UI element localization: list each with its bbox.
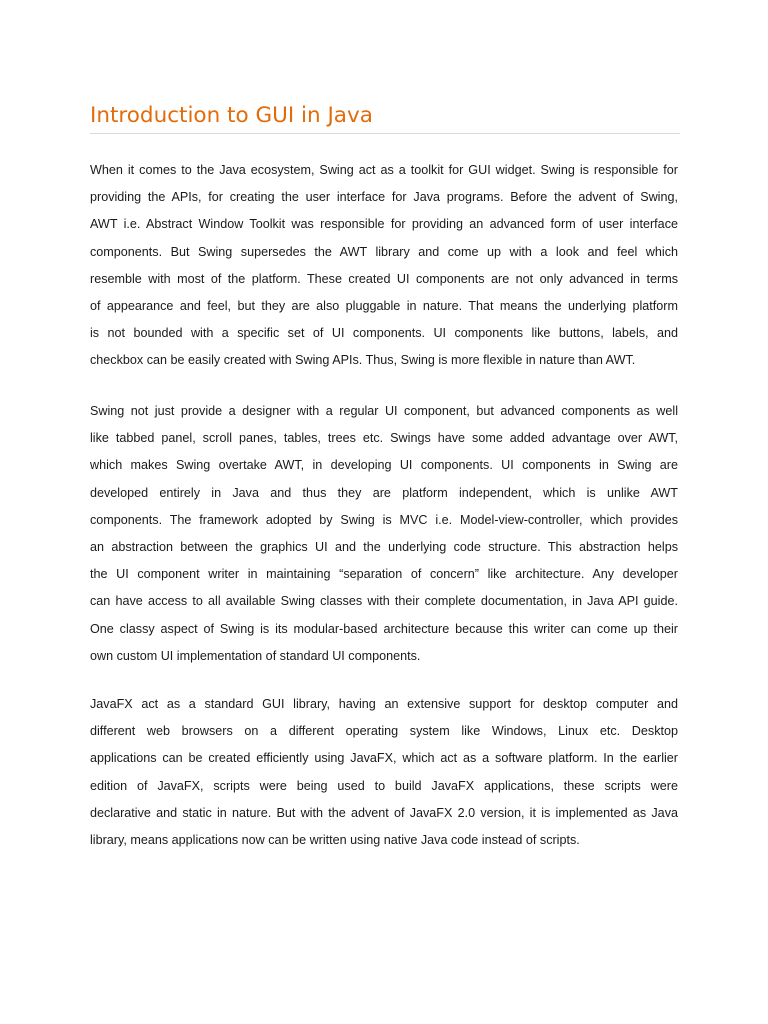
paragraph-line: components. But Swing supersedes the AWT library and come up with a look and feel which (90, 244, 678, 259)
paragraph-line: resemble with most of the platform. These created UI components are not only advanced in terms (90, 271, 678, 286)
paragraph-line: different web browsers on a different operating system like Windows, Linux etc. Desktop (90, 724, 678, 739)
page-title: Introduction to GUI in Java (90, 103, 373, 128)
paragraph-line: developed entirely in Java and thus they are platform independent, which is unlike AWT (90, 485, 678, 500)
paragraph-line: applications can be created efficiently using JavaFX, which act as a software platform. In the earlier (90, 751, 678, 766)
paragraph-line: is not bounded with a specific set of UI components. UI components like buttons, labels, and (90, 326, 678, 341)
paragraph-line: which makes Swing overtake AWT, in developing UI components. UI components in Swing are (90, 458, 678, 473)
paragraph-line: AWT i.e. Abstract Window Toolkit was responsible for providing an advanced form of user interface (90, 217, 678, 232)
paragraph-line: When it comes to the Java ecosystem, Swing act as a toolkit for GUI widget. Swing is responsible for (90, 163, 678, 177)
paragraph-swing-components (90, 398, 678, 670)
paragraph-line: JavaFX act as a standard GUI library, having an extensive support for desktop computer and (90, 697, 678, 711)
paragraph-line: components. The framework adopted by Swing is MVC i.e. Model-view-controller, which provides (90, 512, 678, 527)
title-underline (90, 133, 680, 134)
paragraph-line: checkbox can be easily created with Swing APIs. Thus, Swing is more flexible in nature than AWT. (90, 353, 636, 368)
paragraph-line: declarative and static in nature. But with the advent of JavaFX 2.0 version, it is implemented as Java (90, 805, 678, 820)
paragraph-line: library, means applications now can be written using native Java code instead of scripts. (90, 832, 580, 847)
paragraph-line: own custom UI implementation of standard UI components. (90, 648, 421, 663)
paragraph-line: the UI component writer in maintaining “separation of concern” like architecture. Any developer (90, 567, 678, 582)
paragraph-line: edition of JavaFX, scripts were being used to build JavaFX applications, these scripts were (90, 778, 678, 793)
paragraph-javafx (90, 691, 678, 854)
paragraph-swing-toolkit (90, 157, 678, 375)
paragraph-line: an abstraction between the graphics UI and the underlying code structure. This abstraction helps (90, 539, 678, 554)
paragraph-line: providing the APIs, for creating the user interface for Java programs. Before the advent of Swing, (90, 190, 678, 205)
paragraph-line: One classy aspect of Swing is its modular-based architecture because this writer can come up their (90, 621, 678, 636)
paragraph-line: Swing not just provide a designer with a regular UI component, but advanced components as well (90, 404, 678, 418)
paragraph-line: like tabbed panel, scroll panes, tables, trees etc. Swings have some added advantage over AWT, (90, 431, 678, 446)
paragraph-line: of appearance and feel, but they are also pluggable in nature. That means the underlying platform (90, 298, 678, 313)
paragraph-line: can have access to all available Swing classes with their complete documentation, in Java API guide. (90, 594, 678, 609)
